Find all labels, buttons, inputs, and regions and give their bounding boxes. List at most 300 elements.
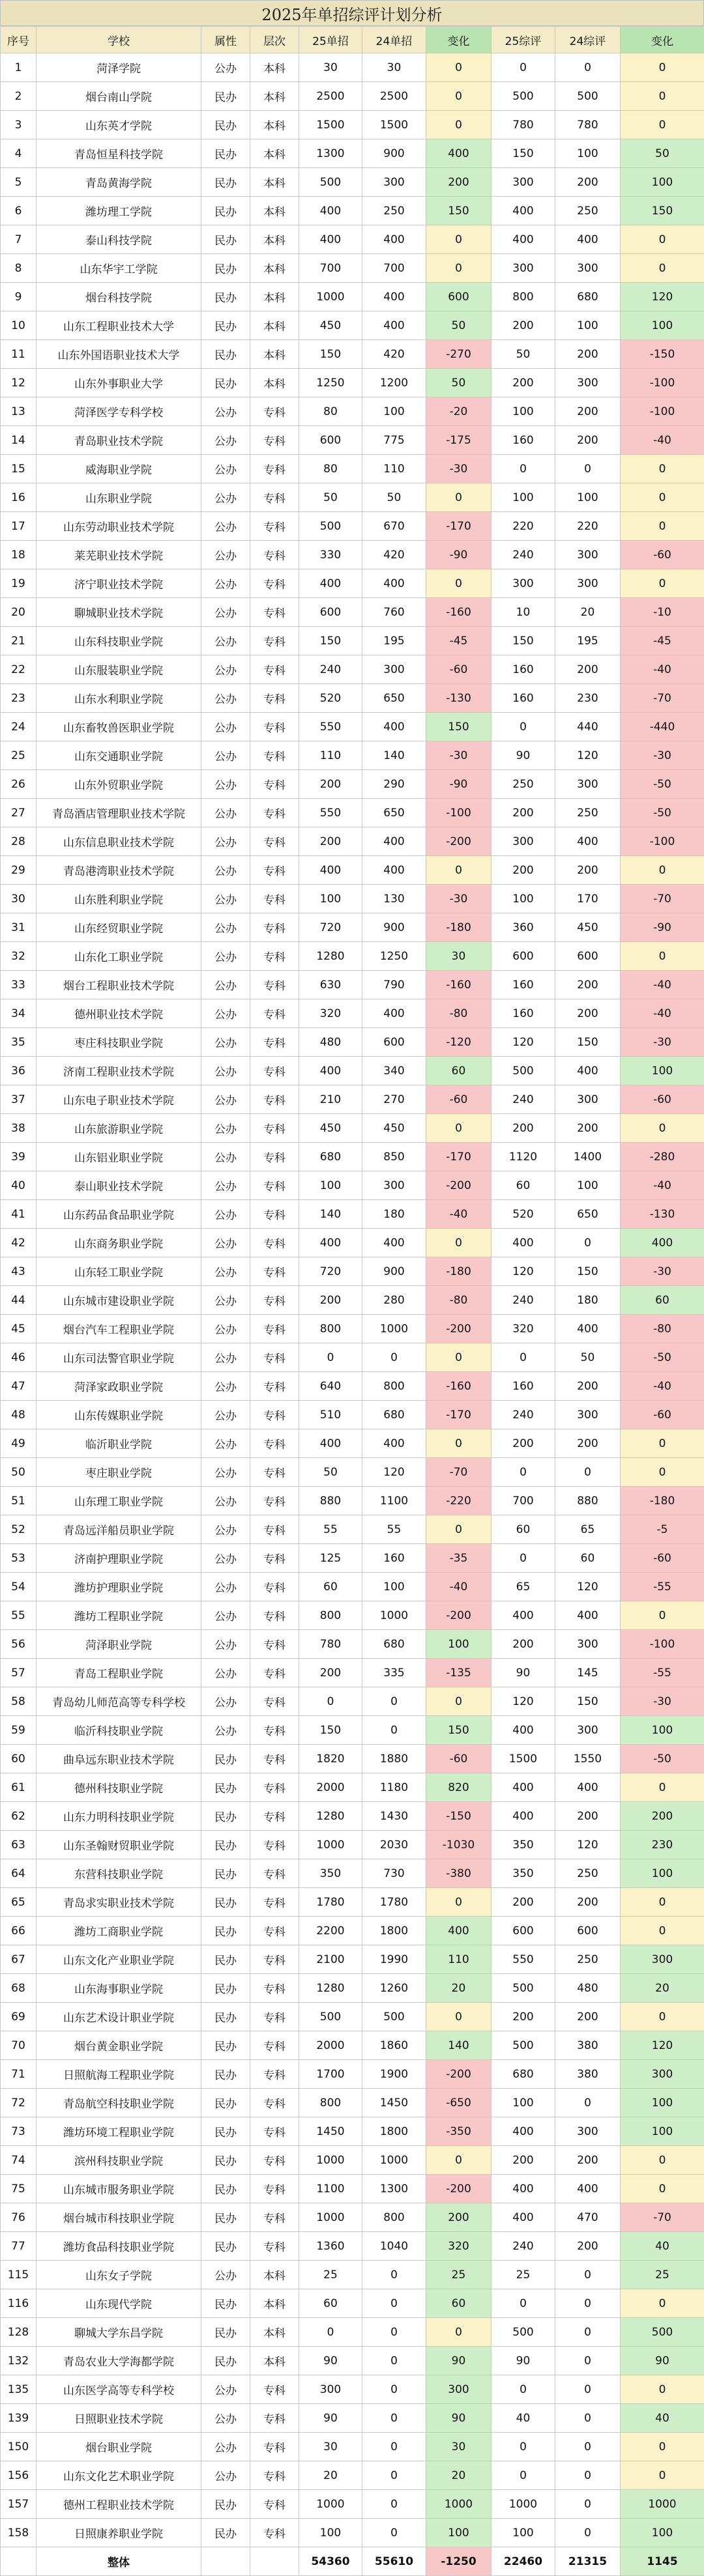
cell-zongping-change: 0 <box>621 1917 704 1945</box>
table-row <box>1 1859 704 1888</box>
cell-25-zongping: 120 <box>491 1687 555 1716</box>
sheet-title-bar <box>0 0 704 26</box>
cell-danzhao-change: -200 <box>426 827 491 856</box>
cell-25-zongping: 0 <box>491 1458 555 1487</box>
cell-school: 山东外贸职业学院 <box>37 770 201 799</box>
cell-school: 山东电子职业技术学院 <box>37 1085 201 1114</box>
cell-level: 本科 <box>250 197 299 225</box>
cell-school: 山东华宇工学院 <box>37 254 201 283</box>
cell-zongping-change: -100 <box>621 397 704 426</box>
cell-school: 山东海事职业学院 <box>37 1974 201 2003</box>
cell-25-danzhao: 320 <box>299 999 362 1028</box>
cell-school: 潍坊环境工程职业学院 <box>37 2117 201 2146</box>
cell-type: 民办 <box>201 1888 250 1917</box>
cell-index: 158 <box>1 2519 37 2547</box>
cell-type: 公办 <box>201 942 250 971</box>
cell-24-zongping: 200 <box>555 1114 621 1143</box>
cell-index: 45 <box>1 1315 37 1343</box>
cell-type: 公办 <box>201 684 250 713</box>
cell-24-danzhao: 195 <box>362 627 426 655</box>
cell-school: 泰山科技学院 <box>37 225 201 254</box>
cell-24-zongping: 470 <box>555 2203 621 2232</box>
cell-danzhao-change: -80 <box>426 1286 491 1315</box>
cell-type: 公办 <box>201 770 250 799</box>
cell-danzhao-change: -220 <box>426 1487 491 1515</box>
cell-25-danzhao: 400 <box>299 856 362 885</box>
table-row <box>1 197 704 225</box>
table-row <box>1 1544 704 1573</box>
cell-level: 专科 <box>250 713 299 741</box>
cell-danzhao-change: 0 <box>426 111 491 139</box>
cell-level: 专科 <box>250 1888 299 1917</box>
cell-25-danzhao: 630 <box>299 971 362 999</box>
table-row <box>1 53 704 82</box>
table-row <box>1 827 704 856</box>
cell-type: 公办 <box>201 1343 250 1372</box>
table-row <box>1 283 704 311</box>
header-danzhao-change: 变化 <box>426 27 491 53</box>
cell-24-danzhao: 270 <box>362 1085 426 1114</box>
cell-25-zongping: 90 <box>491 1659 555 1687</box>
cell-24-zongping: 195 <box>555 627 621 655</box>
cell-danzhao-change: 0 <box>426 856 491 885</box>
total-label: 整体 <box>37 2547 201 2576</box>
cell-danzhao-change: 0 <box>426 1114 491 1143</box>
cell-type: 公办 <box>201 1544 250 1573</box>
cell-level: 专科 <box>250 1257 299 1286</box>
cell-24-danzhao: 0 <box>362 1687 426 1716</box>
table-row <box>1 340 704 369</box>
table-row <box>1 971 704 999</box>
header-type: 属性 <box>201 27 250 53</box>
cell-type: 公办 <box>201 1286 250 1315</box>
cell-school: 青岛酒店管理职业技术学院 <box>37 799 201 827</box>
cell-danzhao-change: 0 <box>426 2146 491 2175</box>
cell-school: 烟台南山学院 <box>37 82 201 111</box>
cell-25-danzhao: 30 <box>299 2433 362 2461</box>
cell-danzhao-change: 20 <box>426 1974 491 2003</box>
cell-24-zongping: 200 <box>555 2232 621 2261</box>
cell-zongping-change: 400 <box>621 1229 704 1257</box>
cell-zongping-change: 60 <box>621 1286 704 1315</box>
cell-level: 专科 <box>250 770 299 799</box>
cell-danzhao-change: -60 <box>426 1745 491 1773</box>
cell-level: 专科 <box>250 1802 299 1831</box>
cell-25-zongping: 400 <box>491 225 555 254</box>
cell-25-danzhao: 110 <box>299 741 362 770</box>
cell-school: 菏泽医学专科学校 <box>37 397 201 426</box>
cell-24-danzhao: 600 <box>362 1028 426 1057</box>
table-row <box>1 655 704 684</box>
cell-24-zongping: 220 <box>555 512 621 541</box>
cell-type: 公办 <box>201 397 250 426</box>
cell-24-danzhao: 400 <box>362 999 426 1028</box>
table-row <box>1 1630 704 1659</box>
cell-index: 28 <box>1 827 37 856</box>
cell-25-danzhao: 400 <box>299 197 362 225</box>
cell-school: 潍坊理工学院 <box>37 197 201 225</box>
cell-zongping-change: -70 <box>621 684 704 713</box>
cell-24-zongping: 250 <box>555 799 621 827</box>
cell-index: 53 <box>1 1544 37 1573</box>
cell-zongping-change: 150 <box>621 197 704 225</box>
cell-25-danzhao: 80 <box>299 455 362 483</box>
cell-level: 本科 <box>250 168 299 197</box>
cell-zongping-change: -440 <box>621 713 704 741</box>
cell-danzhao-change: -70 <box>426 1458 491 1487</box>
cell-index: 31 <box>1 913 37 942</box>
cell-24-danzhao: 1300 <box>362 2175 426 2203</box>
cell-24-danzhao: 100 <box>362 397 426 426</box>
cell-25-danzhao: 400 <box>299 1429 362 1458</box>
cell-danzhao-change: -1030 <box>426 1831 491 1859</box>
cell-type: 公办 <box>201 1573 250 1601</box>
table-row <box>1 2404 704 2433</box>
cell-25-zongping: 500 <box>491 82 555 111</box>
header-zongping-change: 变化 <box>621 27 704 53</box>
cell-danzhao-change: -60 <box>426 1085 491 1114</box>
cell-24-zongping: 880 <box>555 1487 621 1515</box>
cell-level: 专科 <box>250 455 299 483</box>
cell-school: 山东城市服务职业学院 <box>37 2175 201 2203</box>
cell-danzhao-change: -30 <box>426 885 491 913</box>
cell-index: 38 <box>1 1114 37 1143</box>
table-row <box>1 2117 704 2146</box>
cell-level: 专科 <box>250 483 299 512</box>
cell-index: 36 <box>1 1057 37 1085</box>
cell-school: 山东圣翰财贸职业学院 <box>37 1831 201 1859</box>
cell-index: 74 <box>1 2146 37 2175</box>
cell-level: 本科 <box>250 254 299 283</box>
cell-24-danzhao: 450 <box>362 1114 426 1143</box>
cell-25-zongping: 1500 <box>491 1745 555 1773</box>
cell-24-zongping: 250 <box>555 1945 621 1974</box>
cell-24-danzhao: 400 <box>362 225 426 254</box>
cell-index: 115 <box>1 2261 37 2289</box>
cell-24-danzhao: 400 <box>362 569 426 598</box>
cell-school: 济宁职业技术学院 <box>37 569 201 598</box>
cell-24-danzhao: 300 <box>362 168 426 197</box>
cell-24-danzhao: 850 <box>362 1143 426 1171</box>
cell-danzhao-change: 150 <box>426 713 491 741</box>
cell-24-danzhao: 160 <box>362 1544 426 1573</box>
table-row <box>1 1773 704 1802</box>
cell-zongping-change: 0 <box>621 1601 704 1630</box>
cell-danzhao-change: 50 <box>426 369 491 397</box>
cell-school: 菏泽家政职业学院 <box>37 1372 201 1401</box>
table-row <box>1 2003 704 2031</box>
cell-25-danzhao: 450 <box>299 311 362 340</box>
cell-zongping-change: -30 <box>621 1687 704 1716</box>
cell-school: 山东力明科技职业学院 <box>37 1802 201 1831</box>
cell-index: 128 <box>1 2318 37 2347</box>
cell-25-zongping: 160 <box>491 684 555 713</box>
cell-type: 公办 <box>201 1630 250 1659</box>
cell-level: 专科 <box>250 1286 299 1315</box>
cell-type: 民办 <box>201 2031 250 2060</box>
cell-danzhao-change: 0 <box>426 82 491 111</box>
cell-24-zongping: 200 <box>555 2003 621 2031</box>
cell-type: 公办 <box>201 827 250 856</box>
cell-25-danzhao: 800 <box>299 1315 362 1343</box>
table-row <box>1 512 704 541</box>
cell-zongping-change: 500 <box>621 2318 704 2347</box>
cell-type: 公办 <box>201 1057 250 1085</box>
cell-zongping-change: -50 <box>621 1745 704 1773</box>
cell-type: 民办 <box>201 1917 250 1945</box>
cell-24-danzhao: 1040 <box>362 2232 426 2261</box>
cell-25-zongping: 160 <box>491 999 555 1028</box>
cell-24-zongping: 200 <box>555 1429 621 1458</box>
cell-25-zongping: 100 <box>491 2089 555 2117</box>
cell-25-danzhao: 1780 <box>299 1888 362 1917</box>
cell-danzhao-change: 0 <box>426 1888 491 1917</box>
cell-school: 烟台黄金职业学院 <box>37 2031 201 2060</box>
cell-index: 43 <box>1 1257 37 1286</box>
cell-index: 20 <box>1 598 37 627</box>
cell-type: 公办 <box>201 1229 250 1257</box>
cell-zongping-change: -60 <box>621 1085 704 1114</box>
cell-type: 民办 <box>201 2203 250 2232</box>
cell-type: 民办 <box>201 283 250 311</box>
cell-24-zongping: 1400 <box>555 1143 621 1171</box>
header-school: 学校 <box>37 27 201 53</box>
cell-danzhao-change: 110 <box>426 1945 491 1974</box>
cell-danzhao-change: 0 <box>426 569 491 598</box>
cell-24-danzhao: 130 <box>362 885 426 913</box>
cell-type: 民办 <box>201 2490 250 2519</box>
table-row <box>1 1945 704 1974</box>
cell-danzhao-change: -45 <box>426 627 491 655</box>
cell-danzhao-change: -60 <box>426 655 491 684</box>
cell-zongping-change: 230 <box>621 1831 704 1859</box>
cell-type: 公办 <box>201 1601 250 1630</box>
cell-zongping-change: -40 <box>621 1171 704 1200</box>
cell-25-danzhao: 60 <box>299 2289 362 2318</box>
cell-danzhao-change: 0 <box>426 254 491 283</box>
cell-school: 山东理工职业学院 <box>37 1487 201 1515</box>
cell-type: 公办 <box>201 856 250 885</box>
cell-school: 菏泽职业学院 <box>37 1630 201 1659</box>
cell-zongping-change: 20 <box>621 1974 704 2003</box>
cell-zongping-change: 50 <box>621 139 704 168</box>
cell-24-zongping: 200 <box>555 426 621 455</box>
cell-school: 烟台城市科技职业学院 <box>37 2203 201 2232</box>
cell-index: 13 <box>1 397 37 426</box>
cell-zongping-change: -30 <box>621 1257 704 1286</box>
cell-25-danzhao: 1450 <box>299 2117 362 2146</box>
cell-level: 专科 <box>250 569 299 598</box>
cell-level: 本科 <box>250 369 299 397</box>
cell-school: 山东艺术设计职业学院 <box>37 2003 201 2031</box>
cell-24-zongping: 300 <box>555 1401 621 1429</box>
cell-25-zongping: 160 <box>491 1372 555 1401</box>
cell-danzhao-change: -170 <box>426 512 491 541</box>
cell-24-danzhao: 1260 <box>362 1974 426 2003</box>
cell-24-danzhao: 0 <box>362 2375 426 2404</box>
cell-type: 公办 <box>201 1487 250 1515</box>
cell-25-zongping: 40 <box>491 2404 555 2433</box>
cell-index: 51 <box>1 1487 37 1515</box>
cell-25-danzhao: 1820 <box>299 1745 362 1773</box>
cell-danzhao-change: 200 <box>426 2203 491 2232</box>
cell-index: 50 <box>1 1458 37 1487</box>
cell-25-zongping: 25 <box>491 2261 555 2289</box>
cell-zongping-change: 100 <box>621 1057 704 1085</box>
cell-24-danzhao: 250 <box>362 197 426 225</box>
cell-25-danzhao: 1250 <box>299 369 362 397</box>
cell-24-zongping: 300 <box>555 2117 621 2146</box>
table-row <box>1 1802 704 1831</box>
cell-level: 专科 <box>250 1544 299 1573</box>
cell-danzhao-change: -135 <box>426 1659 491 1687</box>
cell-zongping-change: 0 <box>621 1458 704 1487</box>
cell-24-danzhao: 1450 <box>362 2089 426 2117</box>
cell-level: 专科 <box>250 1085 299 1114</box>
cell-index: 39 <box>1 1143 37 1171</box>
plan-table <box>0 26 704 2576</box>
cell-index: 30 <box>1 885 37 913</box>
cell-24-danzhao: 1200 <box>362 369 426 397</box>
cell-school: 潍坊工商职业学院 <box>37 1917 201 1945</box>
cell-level: 专科 <box>250 1659 299 1687</box>
cell-zongping-change: 0 <box>621 569 704 598</box>
cell-24-danzhao: 2500 <box>362 82 426 111</box>
cell-24-zongping: 400 <box>555 2175 621 2203</box>
cell-zongping-change: -100 <box>621 1630 704 1659</box>
cell-danzhao-change: -30 <box>426 455 491 483</box>
cell-index: 16 <box>1 483 37 512</box>
cell-25-danzhao: 400 <box>299 569 362 598</box>
cell-level: 专科 <box>250 684 299 713</box>
cell-24-danzhao: 300 <box>362 655 426 684</box>
cell-type: 公办 <box>201 1028 250 1057</box>
cell-25-zongping: 300 <box>491 569 555 598</box>
cell-24-zongping: 600 <box>555 1917 621 1945</box>
cell-25-danzhao: 780 <box>299 1630 362 1659</box>
cell-24-danzhao: 300 <box>362 1171 426 1200</box>
cell-type: 公办 <box>201 971 250 999</box>
cell-level: 专科 <box>250 627 299 655</box>
cell-index: 135 <box>1 2375 37 2404</box>
cell-24-zongping: 0 <box>555 1229 621 1257</box>
cell-24-danzhao: 0 <box>362 2261 426 2289</box>
cell-level: 专科 <box>250 1487 299 1515</box>
cell-25-danzhao: 30 <box>299 53 362 82</box>
cell-25-zongping: 160 <box>491 426 555 455</box>
table-row <box>1 913 704 942</box>
cell-25-zongping: 600 <box>491 942 555 971</box>
cell-school: 日照航海工程职业学院 <box>37 2060 201 2089</box>
cell-index: 67 <box>1 1945 37 1974</box>
cell-danzhao-change: -200 <box>426 1601 491 1630</box>
cell-level: 专科 <box>250 2232 299 2261</box>
cell-25-danzhao: 0 <box>299 2318 362 2347</box>
table-row <box>1 999 704 1028</box>
cell-24-zongping: 500 <box>555 82 621 111</box>
cell-25-zongping: 600 <box>491 1917 555 1945</box>
cell-25-danzhao: 520 <box>299 684 362 713</box>
cell-25-zongping: 400 <box>491 1773 555 1802</box>
cell-25-zongping: 250 <box>491 770 555 799</box>
cell-school: 山东劳动职业技术学院 <box>37 512 201 541</box>
cell-25-danzhao: 880 <box>299 1487 362 1515</box>
cell-school: 青岛工程职业学院 <box>37 1659 201 1687</box>
cell-index: 29 <box>1 856 37 885</box>
cell-24-zongping: 200 <box>555 1372 621 1401</box>
cell-danzhao-change: 140 <box>426 2031 491 2060</box>
cell-24-zongping: 120 <box>555 1831 621 1859</box>
cell-index: 42 <box>1 1229 37 1257</box>
cell-level: 专科 <box>250 1573 299 1601</box>
cell-type: 公办 <box>201 1716 250 1745</box>
cell-type: 公办 <box>201 598 250 627</box>
cell-index: 61 <box>1 1773 37 1802</box>
cell-zongping-change: -70 <box>621 885 704 913</box>
cell-type: 民办 <box>201 2175 250 2203</box>
cell-24-danzhao: 680 <box>362 1401 426 1429</box>
cell-type: 民办 <box>201 2146 250 2175</box>
cell-zongping-change: -90 <box>621 913 704 942</box>
cell-zongping-change: 100 <box>621 2519 704 2547</box>
cell-school: 山东商务职业学院 <box>37 1229 201 1257</box>
cell-type: 公办 <box>201 1085 250 1114</box>
cell-24-zongping: 300 <box>555 1630 621 1659</box>
table-row <box>1 1573 704 1601</box>
cell-zongping-change: 0 <box>621 2375 704 2404</box>
cell-25-zongping: 400 <box>491 2175 555 2203</box>
cell-school: 德州职业技术学院 <box>37 999 201 1028</box>
cell-type: 公办 <box>201 569 250 598</box>
cell-school: 烟台工程职业技术学院 <box>37 971 201 999</box>
cell-type: 民办 <box>201 2003 250 2031</box>
cell-25-zongping: 0 <box>491 713 555 741</box>
cell-index: 66 <box>1 1917 37 1945</box>
cell-index: 150 <box>1 2433 37 2461</box>
cell-index: 17 <box>1 512 37 541</box>
cell-school: 山东经贸职业学院 <box>37 913 201 942</box>
cell-24-danzhao: 1180 <box>362 1773 426 1802</box>
cell-school: 山东铝业职业学院 <box>37 1143 201 1171</box>
cell-level: 专科 <box>250 1630 299 1659</box>
cell-25-zongping: 0 <box>491 1544 555 1573</box>
cell-level: 专科 <box>250 1458 299 1487</box>
cell-danzhao-change: 30 <box>426 2433 491 2461</box>
cell-level: 本科 <box>250 2318 299 2347</box>
cell-index: 48 <box>1 1401 37 1429</box>
cell-zongping-change: -55 <box>621 1573 704 1601</box>
cell-school: 山东畜牧兽医职业学院 <box>37 713 201 741</box>
cell-type: 公办 <box>201 1114 250 1143</box>
cell-danzhao-change: -40 <box>426 1200 491 1229</box>
cell-25-zongping: 400 <box>491 2117 555 2146</box>
cell-index: 22 <box>1 655 37 684</box>
cell-25-danzhao: 500 <box>299 512 362 541</box>
cell-school: 德州科技职业学院 <box>37 1773 201 1802</box>
table-row <box>1 942 704 971</box>
cell-25-zongping: 60 <box>491 1171 555 1200</box>
table-row <box>1 885 704 913</box>
cell-25-zongping: 800 <box>491 283 555 311</box>
cell-danzhao-change: 50 <box>426 311 491 340</box>
table-row <box>1 569 704 598</box>
cell-25-danzhao: 0 <box>299 1343 362 1372</box>
cell-24-danzhao: 650 <box>362 684 426 713</box>
cell-index: 139 <box>1 2404 37 2433</box>
cell-zongping-change: -30 <box>621 1028 704 1057</box>
table-row <box>1 1171 704 1200</box>
cell-25-danzhao: 1700 <box>299 2060 362 2089</box>
